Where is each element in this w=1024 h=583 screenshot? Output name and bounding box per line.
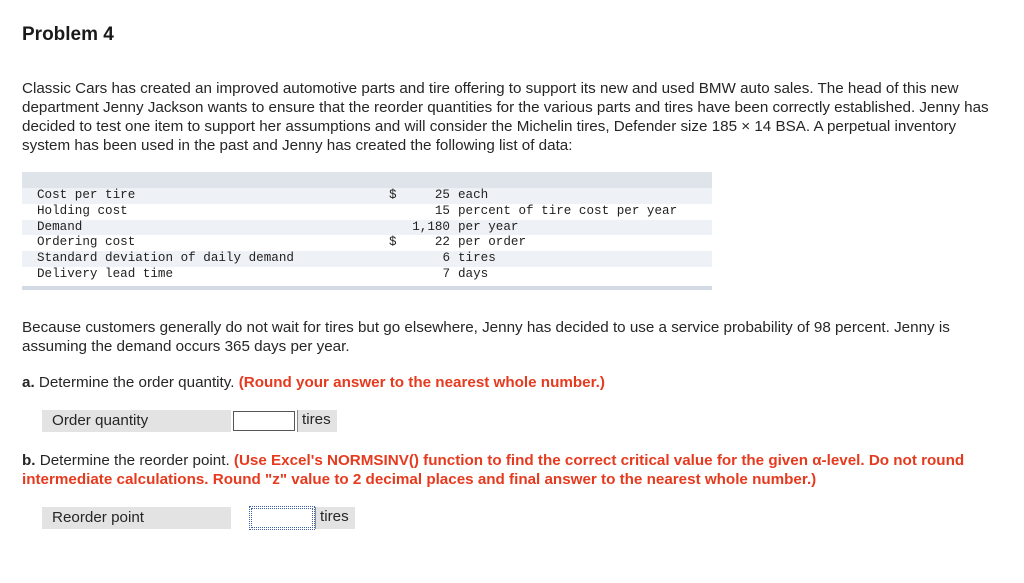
order-quantity-unit: tires: [297, 410, 337, 432]
question-b-label: b.: [22, 452, 36, 469]
data-table-row-label: Demand: [37, 219, 83, 234]
data-table-row-value: 6: [442, 251, 450, 266]
data-table-row-currency: [377, 220, 409, 236]
data-table-row-value: 25: [434, 188, 450, 202]
question-b-text: Determine the reorder point.: [35, 452, 234, 469]
data-table-footer-bar: [22, 286, 712, 290]
data-table-row-currency: $: [389, 188, 397, 202]
intro-paragraph: Classic Cars has created an improved automotive parts and tire offering to support its new and used BMW auto sales. The head of this new department Jenny Jackson wants to ensure that the reorder quantities for the various parts and tires have been correctly established. Jenny has decided to test one item to support her assumptions and will consider the Michelin tires, Defender size 185 × 14 BSA. A perpetual inventory system has been used in the past and Jenny has created the following list of data:: [22, 80, 989, 154]
order-quantity-answer-row: [42, 410, 337, 432]
data-table-row-currency: [377, 251, 409, 267]
data-table-row-unit: tires: [458, 251, 496, 266]
question-a-text: Determine the order quantity.: [34, 374, 239, 391]
question-a-label: a.: [22, 374, 35, 391]
question-a-hint: (Round your answer to the nearest whole number.): [238, 374, 605, 391]
reorder-point-label: Reorder point: [42, 507, 231, 529]
data-table-row-value: 1,180: [412, 219, 450, 234]
data-table-row-unit: percent of tire cost per year: [458, 203, 678, 218]
data-table-row-label: Delivery lead time: [37, 266, 174, 281]
question-b-hint: (Use Excel's NORMSINV() function to find the correct critical value for the given α-level. Do not round intermediate calculations. Round "z" value to 2 decimal places and final answer to the nearest whole number.): [22, 452, 965, 488]
data-table-row-currency: [377, 204, 409, 220]
data-table-row: [22, 235, 712, 251]
data-table-row-unit: per order: [458, 235, 527, 250]
data-table-row-value: 15: [434, 203, 450, 218]
data-table-row-currency: $: [389, 235, 397, 250]
data-table-rows: [22, 188, 712, 283]
data-table-row-unit: per year: [458, 219, 519, 234]
data-table-row-label: Ordering cost: [37, 235, 136, 250]
reorder-point-input[interactable]: [251, 508, 313, 528]
reorder-point-answer-row: [42, 507, 355, 529]
data-table-row-unit: each: [458, 188, 489, 202]
data-table-row: [22, 188, 712, 204]
data-table-row-value: 22: [434, 235, 450, 250]
data-table-row: [22, 204, 712, 220]
data-table-row: [22, 220, 712, 236]
data-table-header-bar: [22, 172, 712, 188]
order-quantity-label: Order quantity: [42, 410, 231, 432]
data-table-row-label: Cost per tire: [37, 188, 136, 202]
data-table: [22, 172, 712, 290]
data-table-row-label: Standard deviation of daily demand: [37, 251, 294, 266]
data-table-row-unit: days: [458, 266, 489, 281]
order-quantity-input[interactable]: [233, 411, 295, 431]
data-table-row: [22, 267, 712, 283]
service-probability-paragraph: Because customers generally do not wait for tires but go elsewhere, Jenny has decided to use a service probability of 98 percent. Jenny is assuming the demand occurs 365 days per year.: [22, 319, 950, 355]
problem-title: Problem 4: [22, 24, 114, 45]
reorder-point-unit: tires: [315, 507, 355, 529]
data-table-row: [22, 251, 712, 267]
data-table-row-value: 7: [442, 266, 450, 281]
data-table-row-currency: [377, 267, 409, 283]
data-table-row-label: Holding cost: [37, 203, 128, 218]
question-b: [22, 451, 997, 489]
question-a: [22, 373, 997, 392]
